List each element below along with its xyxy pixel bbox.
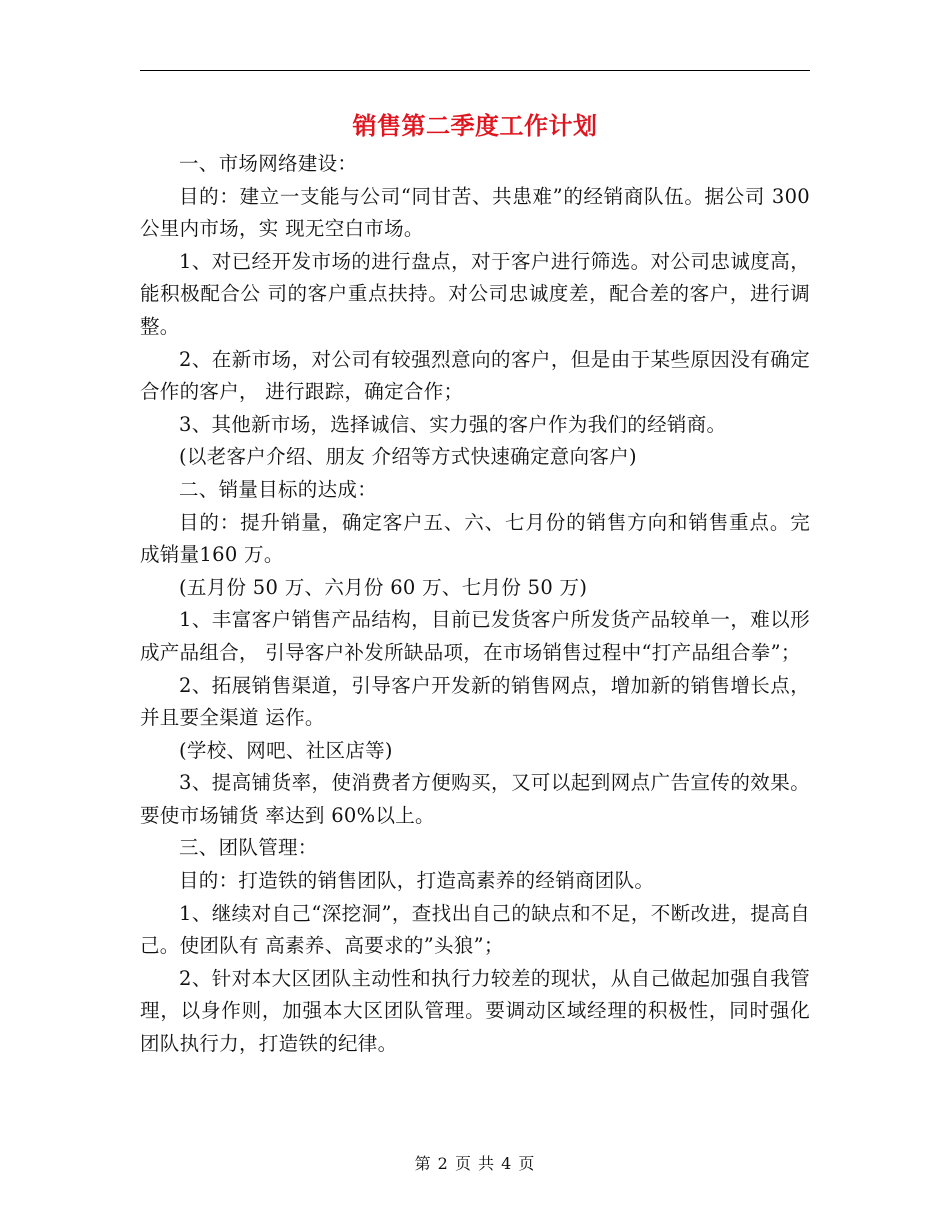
paragraph-section-3-heading: 三、团队管理： (179, 836, 318, 860)
paragraph-section-3-item-1: 1、继续对自己“深挖洞”，查找出自己的缺点和不足，不断改进，提高自己。使团队有 高素养、高要求的”头狼”； (140, 901, 810, 958)
paragraph-section-3-item-2: 2、针对本大区团队主动性和执行力较差的现状，从自己做起加强自我管理，以身作则，加强本大区团队管理。要调动区域经理的积极性，同时强化团队执行力，打造铁的纪律。 (140, 966, 810, 1056)
paragraph-section-2-item-1: 1、丰富客户销售产品结构，目前已发货客户所发货产品较单一，难以形成产品组合， 引导客户补发所缺品项，在市场销售过程中“打产品组合拳”； (140, 608, 810, 664)
paragraph-section-2-item-3: 3、提高铺货率，使消费者方便购买，又可以起到网点广告宣传的效果。要使市场铺货 率达到 60%以上。 (140, 771, 810, 827)
paragraph-section-1-note: (以老客户介绍、朋友 介绍等方式快速确定意向客户) (179, 445, 637, 469)
paragraph-section-2-item-2: 2、拓展销售渠道，引导客户开发新的销售网点，增加新的销售增长点，并且要全渠道 运作。 (140, 673, 810, 730)
paragraph-section-3-goal: 目的：打造铁的销售团队，打造高素养的经销商团队。 (179, 869, 655, 893)
header-rule (140, 70, 810, 71)
document-body (140, 148, 810, 1061)
paragraph-section-1-goal: 目的：建立一支能与公司“同甘苦、共患难”的经销商队伍。据公司 300 公里内市场，实 现无空白市场。 (140, 184, 810, 241)
paragraph-section-1-heading: 一、市场网络建设： (179, 152, 358, 175)
paragraph-section-1-item-1: 1、对已经开发市场的进行盘点，对于客户进行筛选。对公司忠诚度高，能积极配合公 司的客户重点扶持。对公司忠诚度差，配合差的客户，进行调整。 (140, 249, 810, 338)
paragraph-section-1-item-3: 3、其他新市场，选择诚信、实力强的客户作为我们的经销商。 (179, 412, 727, 436)
page-number-footer: 第 2 页 共 4 页 (414, 1154, 536, 1173)
paragraph-section-2-heading: 二、销量目标的达成： (179, 477, 378, 501)
paragraph-section-2-goal: 目的：提升销量，确定客户五、六、七月份的销售方向和销售重点。完成销量160 万。 (140, 510, 810, 567)
document-title: 销售第二季度工作计划 (352, 111, 598, 140)
paragraph-section-1-item-2: 2、在新市场，对公司有较强烈意向的客户，但是由于某些原因没有确定合作的客户， 进行跟踪，确定合作； (140, 347, 810, 404)
paragraph-section-2-note: (学校、网吧、社区店等) (179, 738, 393, 762)
paragraph-section-2-breakdown: (五月份 50 万、六月份 60 万、七月份 50 万) (179, 575, 588, 599)
